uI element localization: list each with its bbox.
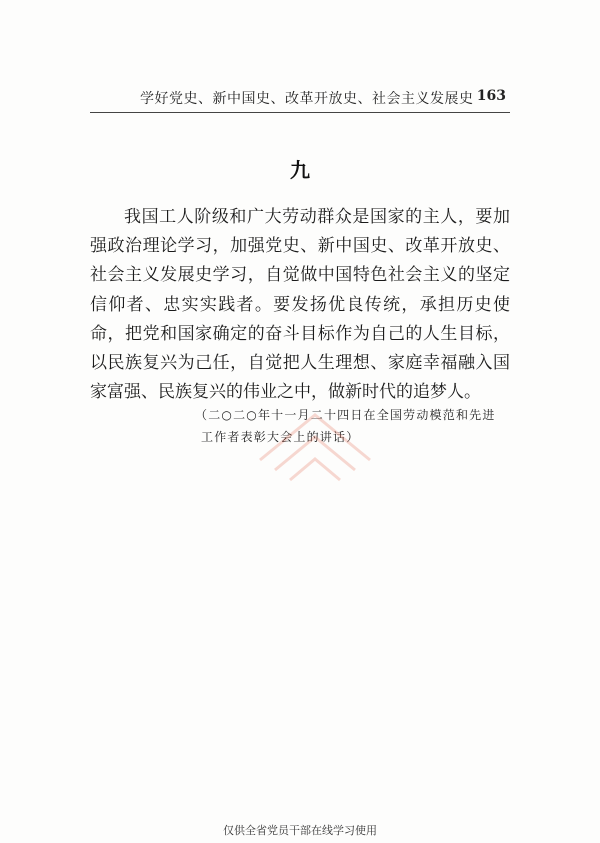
body-paragraph [90, 203, 522, 407]
paragraph-line: 命，把党和国家确定的奋斗目标作为自己的人生目标， [90, 323, 510, 344]
paragraph-line: 社会主义发展史学习，自觉做中国特色社会主义的坚定 [90, 265, 510, 286]
paragraph-line: 家富强、民族复兴的伟业之中，做新时代的追梦人。 [90, 382, 481, 403]
watermark-stamp-icon [240, 390, 390, 500]
running-header-title: 学好党史、新中国史、改革开放史、社会主义发展史 [140, 91, 474, 107]
header-rule [90, 112, 510, 113]
running-header [90, 88, 510, 112]
paragraph-line: 信仰者、忠实实践者。要发扬优良传统，承担历史使 [90, 294, 510, 315]
source-citation-line: 工作者表彰大会上的讲话） [201, 430, 360, 444]
paragraph-line: 强政治理论学习，加强党史、新中国史、改革开放史、 [90, 236, 510, 257]
footer-watermark: 仅供全省党员干部在线学习使用 [223, 824, 377, 837]
paragraph-line: 以民族复兴为己任，自觉把人生理想、家庭幸福融入国 [90, 353, 510, 374]
page-number: 163 [476, 88, 506, 104]
source-citation-line: （二○二○年十一月二十四日在全国劳动模范和先进 [195, 408, 496, 422]
section-heading: 九 [290, 158, 310, 182]
paragraph-line: 我国工人阶级和广大劳动群众是国家的主人，要加 [124, 207, 510, 227]
